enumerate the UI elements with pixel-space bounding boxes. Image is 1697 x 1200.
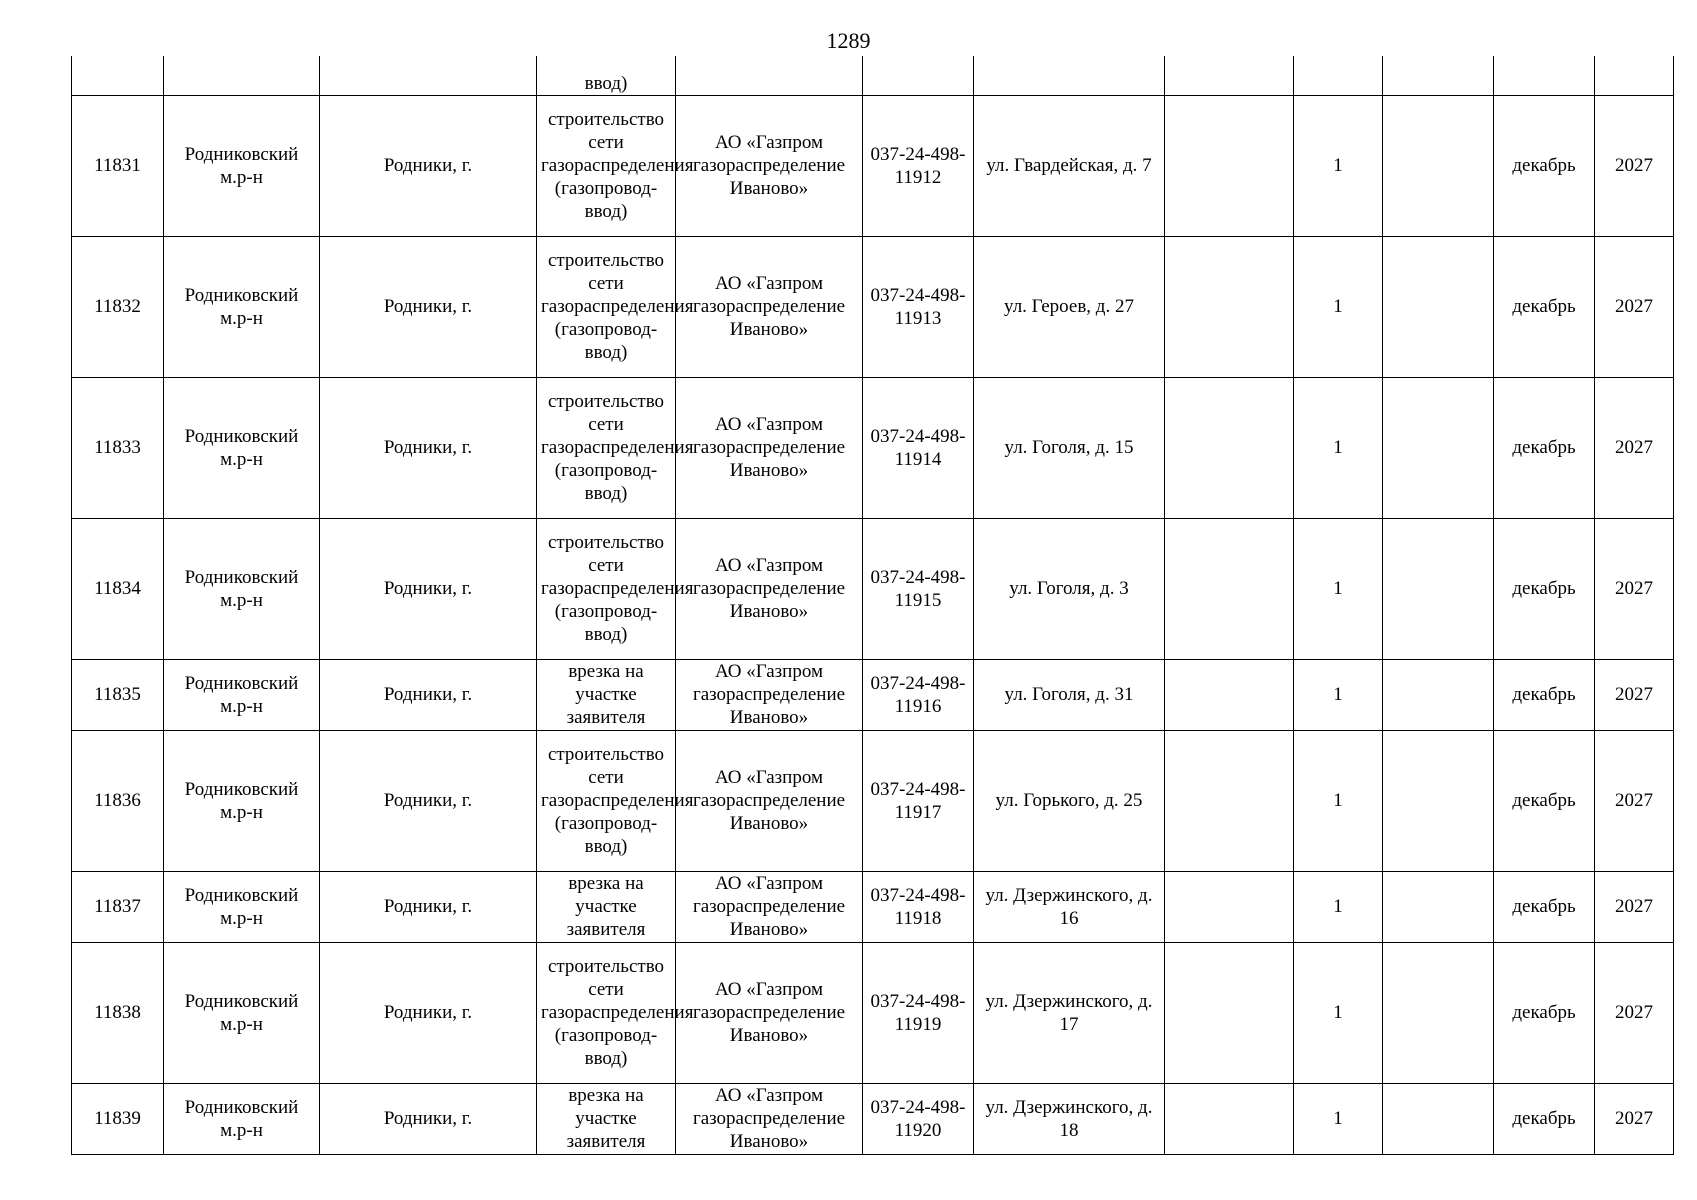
cell-month: декабрь bbox=[1494, 1083, 1595, 1154]
cell-empty-1 bbox=[1165, 518, 1294, 659]
cell-id: 11838 bbox=[72, 942, 164, 1083]
cell-year: 2027 bbox=[1595, 1083, 1674, 1154]
cell-work: строительство сети газораспределения (газопровод-ввод) bbox=[537, 730, 676, 871]
cell-locality: Родники, г. bbox=[320, 95, 537, 236]
cell-year bbox=[1595, 56, 1674, 95]
table-row bbox=[72, 942, 1674, 1083]
cell-address: ул. Дзержинского, д. 16 bbox=[974, 871, 1165, 942]
cell-id: 11836 bbox=[72, 730, 164, 871]
cell-qty: 1 bbox=[1294, 1083, 1383, 1154]
cell-locality: Родники, г. bbox=[320, 942, 537, 1083]
cell-code: 037-24-498-11920 bbox=[863, 1083, 974, 1154]
cell-qty: 1 bbox=[1294, 730, 1383, 871]
cell-empty-2 bbox=[1383, 377, 1494, 518]
cell-address: ул. Горького, д. 25 bbox=[974, 730, 1165, 871]
cell-qty: 1 bbox=[1294, 236, 1383, 377]
registry-table bbox=[71, 56, 1674, 1155]
cell-org: АО «Газпром газораспределение Иваново» bbox=[676, 95, 863, 236]
cell-district: Родниковский м.р-н bbox=[164, 659, 320, 730]
cell-code bbox=[863, 56, 974, 95]
cell-district: Родниковский м.р-н bbox=[164, 1083, 320, 1154]
cell-month: декабрь bbox=[1494, 871, 1595, 942]
cell-address: ул. Героев, д. 27 bbox=[974, 236, 1165, 377]
cell-empty-1 bbox=[1165, 95, 1294, 236]
cell-month: декабрь bbox=[1494, 95, 1595, 236]
cell-code: 037-24-498-11912 bbox=[863, 95, 974, 236]
cell-work: врезка на участке заявителя bbox=[537, 871, 676, 942]
cell-year: 2027 bbox=[1595, 95, 1674, 236]
cell-code: 037-24-498-11918 bbox=[863, 871, 974, 942]
cell-empty-2 bbox=[1383, 871, 1494, 942]
cell-district: Родниковский м.р-н bbox=[164, 377, 320, 518]
cell-empty-1 bbox=[1165, 659, 1294, 730]
cell-address: ул. Гоголя, д. 15 bbox=[974, 377, 1165, 518]
table-body bbox=[72, 56, 1674, 1154]
cell-code: 037-24-498-11914 bbox=[863, 377, 974, 518]
cell-district bbox=[164, 56, 320, 95]
table-row bbox=[72, 871, 1674, 942]
page-number: 1289 bbox=[826, 28, 871, 53]
cell-code: 037-24-498-11913 bbox=[863, 236, 974, 377]
cell-month bbox=[1494, 56, 1595, 95]
cell-work: строительство сети газораспределения (газопровод-ввод) bbox=[537, 95, 676, 236]
cell-id: 11831 bbox=[72, 95, 164, 236]
cell-address: ул. Гоголя, д. 31 bbox=[974, 659, 1165, 730]
cell-address: ул. Гвардейская, д. 7 bbox=[974, 95, 1165, 236]
cell-month: декабрь bbox=[1494, 730, 1595, 871]
cell-empty-1 bbox=[1165, 871, 1294, 942]
cell-year: 2027 bbox=[1595, 518, 1674, 659]
cell-code: 037-24-498-11919 bbox=[863, 942, 974, 1083]
table-row-continued bbox=[72, 56, 1674, 95]
cell-id bbox=[72, 56, 164, 95]
cell-empty-2 bbox=[1383, 236, 1494, 377]
cell-qty: 1 bbox=[1294, 95, 1383, 236]
cell-district: Родниковский м.р-н bbox=[164, 871, 320, 942]
cell-work: ввод) bbox=[537, 56, 676, 95]
table-row bbox=[72, 236, 1674, 377]
cell-district: Родниковский м.р-н bbox=[164, 518, 320, 659]
table-row bbox=[72, 518, 1674, 659]
cell-locality bbox=[320, 56, 537, 95]
cell-qty: 1 bbox=[1294, 518, 1383, 659]
cell-org: АО «Газпром газораспределение Иваново» bbox=[676, 942, 863, 1083]
cell-month: декабрь bbox=[1494, 377, 1595, 518]
cell-month: декабрь bbox=[1494, 942, 1595, 1083]
cell-qty: 1 bbox=[1294, 659, 1383, 730]
cell-year: 2027 bbox=[1595, 730, 1674, 871]
cell-locality: Родники, г. bbox=[320, 730, 537, 871]
cell-org: АО «Газпром газораспределение Иваново» bbox=[676, 659, 863, 730]
cell-year: 2027 bbox=[1595, 942, 1674, 1083]
cell-address bbox=[974, 56, 1165, 95]
cell-empty-1 bbox=[1165, 1083, 1294, 1154]
cell-empty-2 bbox=[1383, 1083, 1494, 1154]
cell-empty-1 bbox=[1165, 730, 1294, 871]
cell-id: 11835 bbox=[72, 659, 164, 730]
cell-org: АО «Газпром газораспределение Иваново» bbox=[676, 518, 863, 659]
cell-code: 037-24-498-11915 bbox=[863, 518, 974, 659]
cell-locality: Родники, г. bbox=[320, 518, 537, 659]
cell-district: Родниковский м.р-н bbox=[164, 942, 320, 1083]
cell-year: 2027 bbox=[1595, 659, 1674, 730]
cell-empty-2 bbox=[1383, 56, 1494, 95]
cell-id: 11837 bbox=[72, 871, 164, 942]
cell-empty-1 bbox=[1165, 942, 1294, 1083]
cell-month: декабрь bbox=[1494, 659, 1595, 730]
table-row bbox=[72, 95, 1674, 236]
table-row bbox=[72, 730, 1674, 871]
cell-locality: Родники, г. bbox=[320, 236, 537, 377]
cell-address: ул. Гоголя, д. 3 bbox=[974, 518, 1165, 659]
cell-year: 2027 bbox=[1595, 871, 1674, 942]
cell-locality: Родники, г. bbox=[320, 1083, 537, 1154]
cell-org: АО «Газпром газораспределение Иваново» bbox=[676, 871, 863, 942]
cell-qty: 1 bbox=[1294, 871, 1383, 942]
table-row bbox=[72, 377, 1674, 518]
cell-work: врезка на участке заявителя bbox=[537, 1083, 676, 1154]
cell-year: 2027 bbox=[1595, 377, 1674, 518]
cell-empty-1 bbox=[1165, 377, 1294, 518]
cell-district: Родниковский м.р-н bbox=[164, 730, 320, 871]
cell-empty-1 bbox=[1165, 236, 1294, 377]
cell-month: декабрь bbox=[1494, 518, 1595, 659]
cell-code: 037-24-498-11916 bbox=[863, 659, 974, 730]
cell-id: 11832 bbox=[72, 236, 164, 377]
cell-org bbox=[676, 56, 863, 95]
cell-work: врезка на участке заявителя bbox=[537, 659, 676, 730]
cell-qty: 1 bbox=[1294, 942, 1383, 1083]
cell-id: 11833 bbox=[72, 377, 164, 518]
cell-work: строительство сети газораспределения (газопровод-ввод) bbox=[537, 942, 676, 1083]
cell-address: ул. Дзержинского, д. 17 bbox=[974, 942, 1165, 1083]
cell-qty: 1 bbox=[1294, 377, 1383, 518]
cell-org: АО «Газпром газораспределение Иваново» bbox=[676, 1083, 863, 1154]
cell-empty-2 bbox=[1383, 518, 1494, 659]
cell-qty bbox=[1294, 56, 1383, 95]
table-row bbox=[72, 1083, 1674, 1154]
cell-empty-2 bbox=[1383, 730, 1494, 871]
table-row bbox=[72, 659, 1674, 730]
cell-empty-2 bbox=[1383, 95, 1494, 236]
cell-locality: Родники, г. bbox=[320, 377, 537, 518]
cell-district: Родниковский м.р-н bbox=[164, 95, 320, 236]
cell-org: АО «Газпром газораспределение Иваново» bbox=[676, 730, 863, 871]
cell-empty-2 bbox=[1383, 942, 1494, 1083]
cell-year: 2027 bbox=[1595, 236, 1674, 377]
cell-locality: Родники, г. bbox=[320, 871, 537, 942]
cell-address: ул. Дзержинского, д. 18 bbox=[974, 1083, 1165, 1154]
cell-empty-2 bbox=[1383, 659, 1494, 730]
cell-month: декабрь bbox=[1494, 236, 1595, 377]
cell-org: АО «Газпром газораспределение Иваново» bbox=[676, 377, 863, 518]
cell-empty-1 bbox=[1165, 56, 1294, 95]
cell-work: строительство сети газораспределения (газопровод-ввод) bbox=[537, 236, 676, 377]
cell-work: строительство сети газораспределения (газопровод-ввод) bbox=[537, 377, 676, 518]
cell-id: 11834 bbox=[72, 518, 164, 659]
cell-district: Родниковский м.р-н bbox=[164, 236, 320, 377]
cell-org: АО «Газпром газораспределение Иваново» bbox=[676, 236, 863, 377]
cell-id: 11839 bbox=[72, 1083, 164, 1154]
cell-locality: Родники, г. bbox=[320, 659, 537, 730]
cell-code: 037-24-498-11917 bbox=[863, 730, 974, 871]
cell-work: строительство сети газораспределения (газопровод-ввод) bbox=[537, 518, 676, 659]
